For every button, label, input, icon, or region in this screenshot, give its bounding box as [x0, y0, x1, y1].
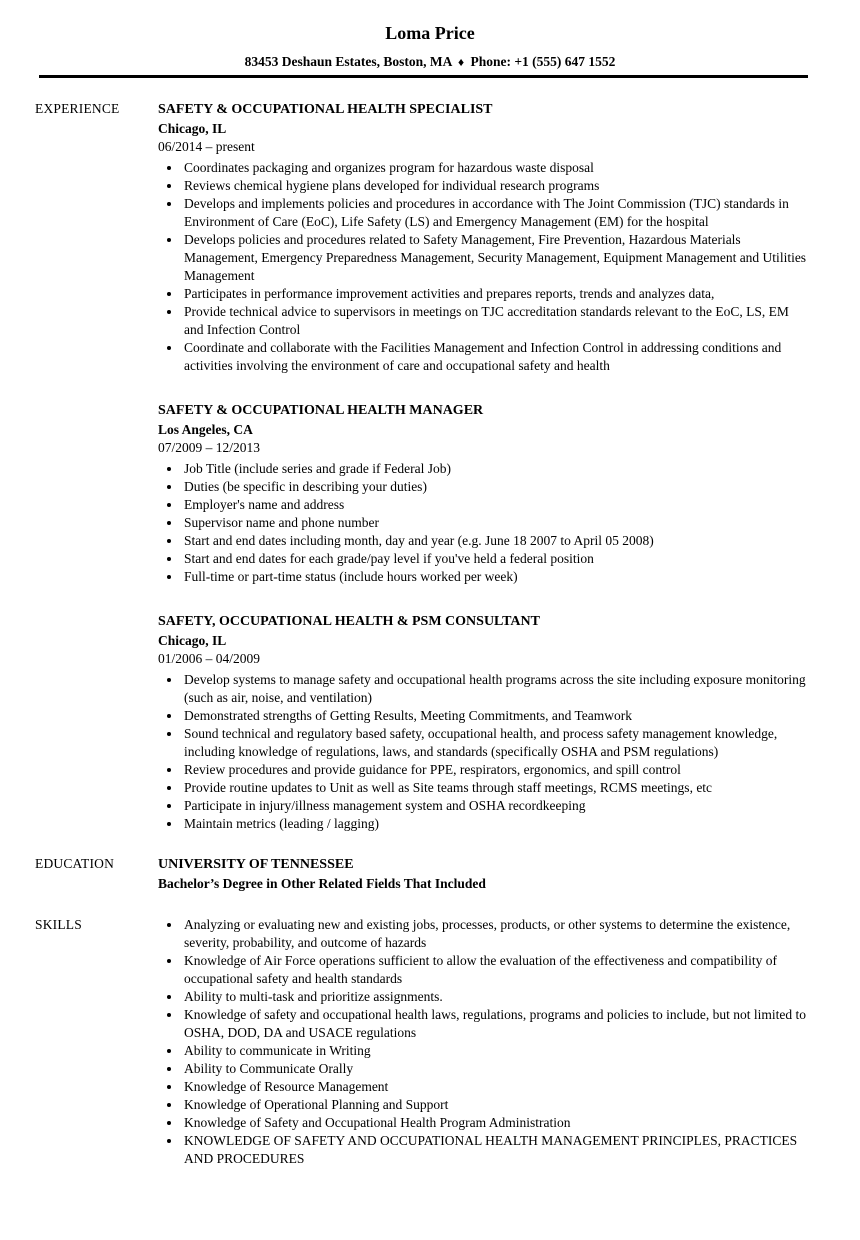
- job-location: Chicago, IL: [158, 121, 227, 136]
- bullet-item: • Maintain metrics (leading / lagging): [182, 815, 810, 833]
- bullet-item: • Provide technical advice to supervisors in meetings on TJC accreditation standards relevant to the EoC, LS, EM and Infection Control: [182, 303, 810, 339]
- candidate-name: Loma Price: [385, 23, 475, 43]
- degree-name: Bachelor’s Degree in Other Related Fields That Included: [158, 876, 486, 891]
- school-name: UNIVERSITY OF TENNESSEE: [158, 857, 354, 872]
- skill-item: • Knowledge of Resource Management: [182, 1078, 810, 1096]
- job-title: SAFETY & OCCUPATIONAL HEALTH SPECIALIST: [158, 102, 493, 117]
- job-title: SAFETY, OCCUPATIONAL HEALTH & PSM CONSULTANT: [158, 614, 540, 629]
- bullet-item: • Job Title (include series and grade if Federal Job): [182, 460, 810, 478]
- job-bullet-list: [158, 460, 810, 586]
- bullet-item: • Sound technical and regulatory based safety, occupational health, and process safety management knowledge, including knowledge of regulations, laws, and standards (specifically OSHA and PSM regulations): [182, 725, 810, 761]
- job-dates: 06/2014 – present: [158, 139, 255, 154]
- skill-item: • Knowledge of Safety and Occupational Health Program Administration: [182, 1114, 810, 1132]
- job-dates: 07/2009 – 12/2013: [158, 440, 261, 455]
- skill-item: • Ability to multi-task and prioritize assignments.: [182, 988, 810, 1006]
- bullet-item: • Full-time or part-time status (include hours worked per week): [182, 568, 810, 586]
- skill-item: • Ability to communicate in Writing: [182, 1042, 810, 1060]
- skills-content: [158, 916, 810, 1168]
- bullet-item: • Supervisor name and phone number: [182, 514, 810, 532]
- section-skills: [0, 916, 860, 1168]
- bullet-item: • Start and end dates including month, day and year (e.g. June 18 2007 to April 05 2008): [182, 532, 810, 550]
- skill-item: • Knowledge of Operational Planning and Support: [182, 1096, 810, 1114]
- job-location: Chicago, IL: [158, 633, 227, 648]
- section-education: [0, 855, 860, 894]
- bullet-item: • Participate in injury/illness management system and OSHA recordkeeping: [182, 797, 810, 815]
- education-label: EDUCATION: [35, 856, 115, 871]
- job-location: Los Angeles, CA: [158, 422, 253, 437]
- diamond-icon: ♦: [457, 55, 465, 69]
- contact-phone: Phone: +1 (555) 647 1552: [470, 54, 616, 69]
- header-divider: [39, 75, 808, 78]
- section-experience: [0, 100, 860, 833]
- bullet-item: • Develops and implements policies and procedures in accordance with The Joint Commission (TJC) standards in Environment of Care (EoC), Life Safety (LS) and Emergency Management (EM) for the hospital: [182, 195, 810, 231]
- education-content: [158, 855, 810, 894]
- bullet-item: • Demonstrated strengths of Getting Results, Meeting Commitments, and Teamwork: [182, 707, 810, 725]
- skill-item: • Knowledge of safety and occupational health laws, regulations, programs and policies to include, but not limited to OSHA, DOD, DA and USACE regulations: [182, 1006, 810, 1042]
- experience-content: [158, 100, 810, 833]
- skill-item: • Ability to Communicate Orally: [182, 1060, 810, 1078]
- skill-item: • Knowledge of Air Force operations sufficient to allow the evaluation of the effectiveness and compatibility of occupational safety and health standards: [182, 952, 810, 988]
- skills-list: [158, 916, 810, 1168]
- job-entry: [158, 401, 810, 586]
- bullet-item: • Develop systems to manage safety and occupational health programs across the site including exposure monitoring (such as air, noise, and ventilation): [182, 671, 810, 707]
- bullet-item: • Provide routine updates to Unit as well as Site teams through staff meetings, RCMS meetings, etc: [182, 779, 810, 797]
- contact-line: [0, 54, 860, 70]
- bullet-item: • Reviews chemical hygiene plans developed for individual research programs: [182, 177, 810, 195]
- job-dates: 01/2006 – 04/2009: [158, 651, 261, 666]
- bullet-item: • Coordinate and collaborate with the Facilities Management and Infection Control in addressing conditions and activities involving the environment of care and occupational safety and health: [182, 339, 810, 375]
- skills-label: SKILLS: [35, 917, 82, 932]
- bullet-item: • Review procedures and provide guidance for PPE, respirators, ergonomics, and spill control: [182, 761, 810, 779]
- skill-item: • Analyzing or evaluating new and existing jobs, processes, products, or other systems to determine the existence, severity, probability, and outcome of hazards: [182, 916, 810, 952]
- bullet-item: • Coordinates packaging and organizes program for hazardous waste disposal: [182, 159, 810, 177]
- job-bullet-list: [158, 159, 810, 375]
- bullet-item: • Develops policies and procedures related to Safety Management, Fire Prevention, Hazardous Materials Management, Emergency Preparedness Management, Security Management, Equipment Management and Utilities Management: [182, 231, 810, 285]
- skill-item: • KNOWLEDGE OF SAFETY AND OCCUPATIONAL HEALTH MANAGEMENT PRINCIPLES, PRACTICES AND PROCEDURES: [182, 1132, 810, 1168]
- experience-label: EXPERIENCE: [35, 101, 120, 116]
- bullet-item: • Start and end dates for each grade/pay level if you've held a federal position: [182, 550, 810, 568]
- bullet-item: • Employer's name and address: [182, 496, 810, 514]
- resume-header: [0, 22, 860, 78]
- job-title: SAFETY & OCCUPATIONAL HEALTH MANAGER: [158, 403, 484, 418]
- job-bullet-list: [158, 671, 810, 833]
- contact-address: 83453 Deshaun Estates, Boston, MA: [244, 54, 452, 69]
- bullet-item: • Duties (be specific in describing your duties): [182, 478, 810, 496]
- bullet-item: • Participates in performance improvement activities and prepares reports, trends and analyzes data,: [182, 285, 810, 303]
- job-entry: [158, 612, 810, 833]
- job-entry: [158, 100, 810, 375]
